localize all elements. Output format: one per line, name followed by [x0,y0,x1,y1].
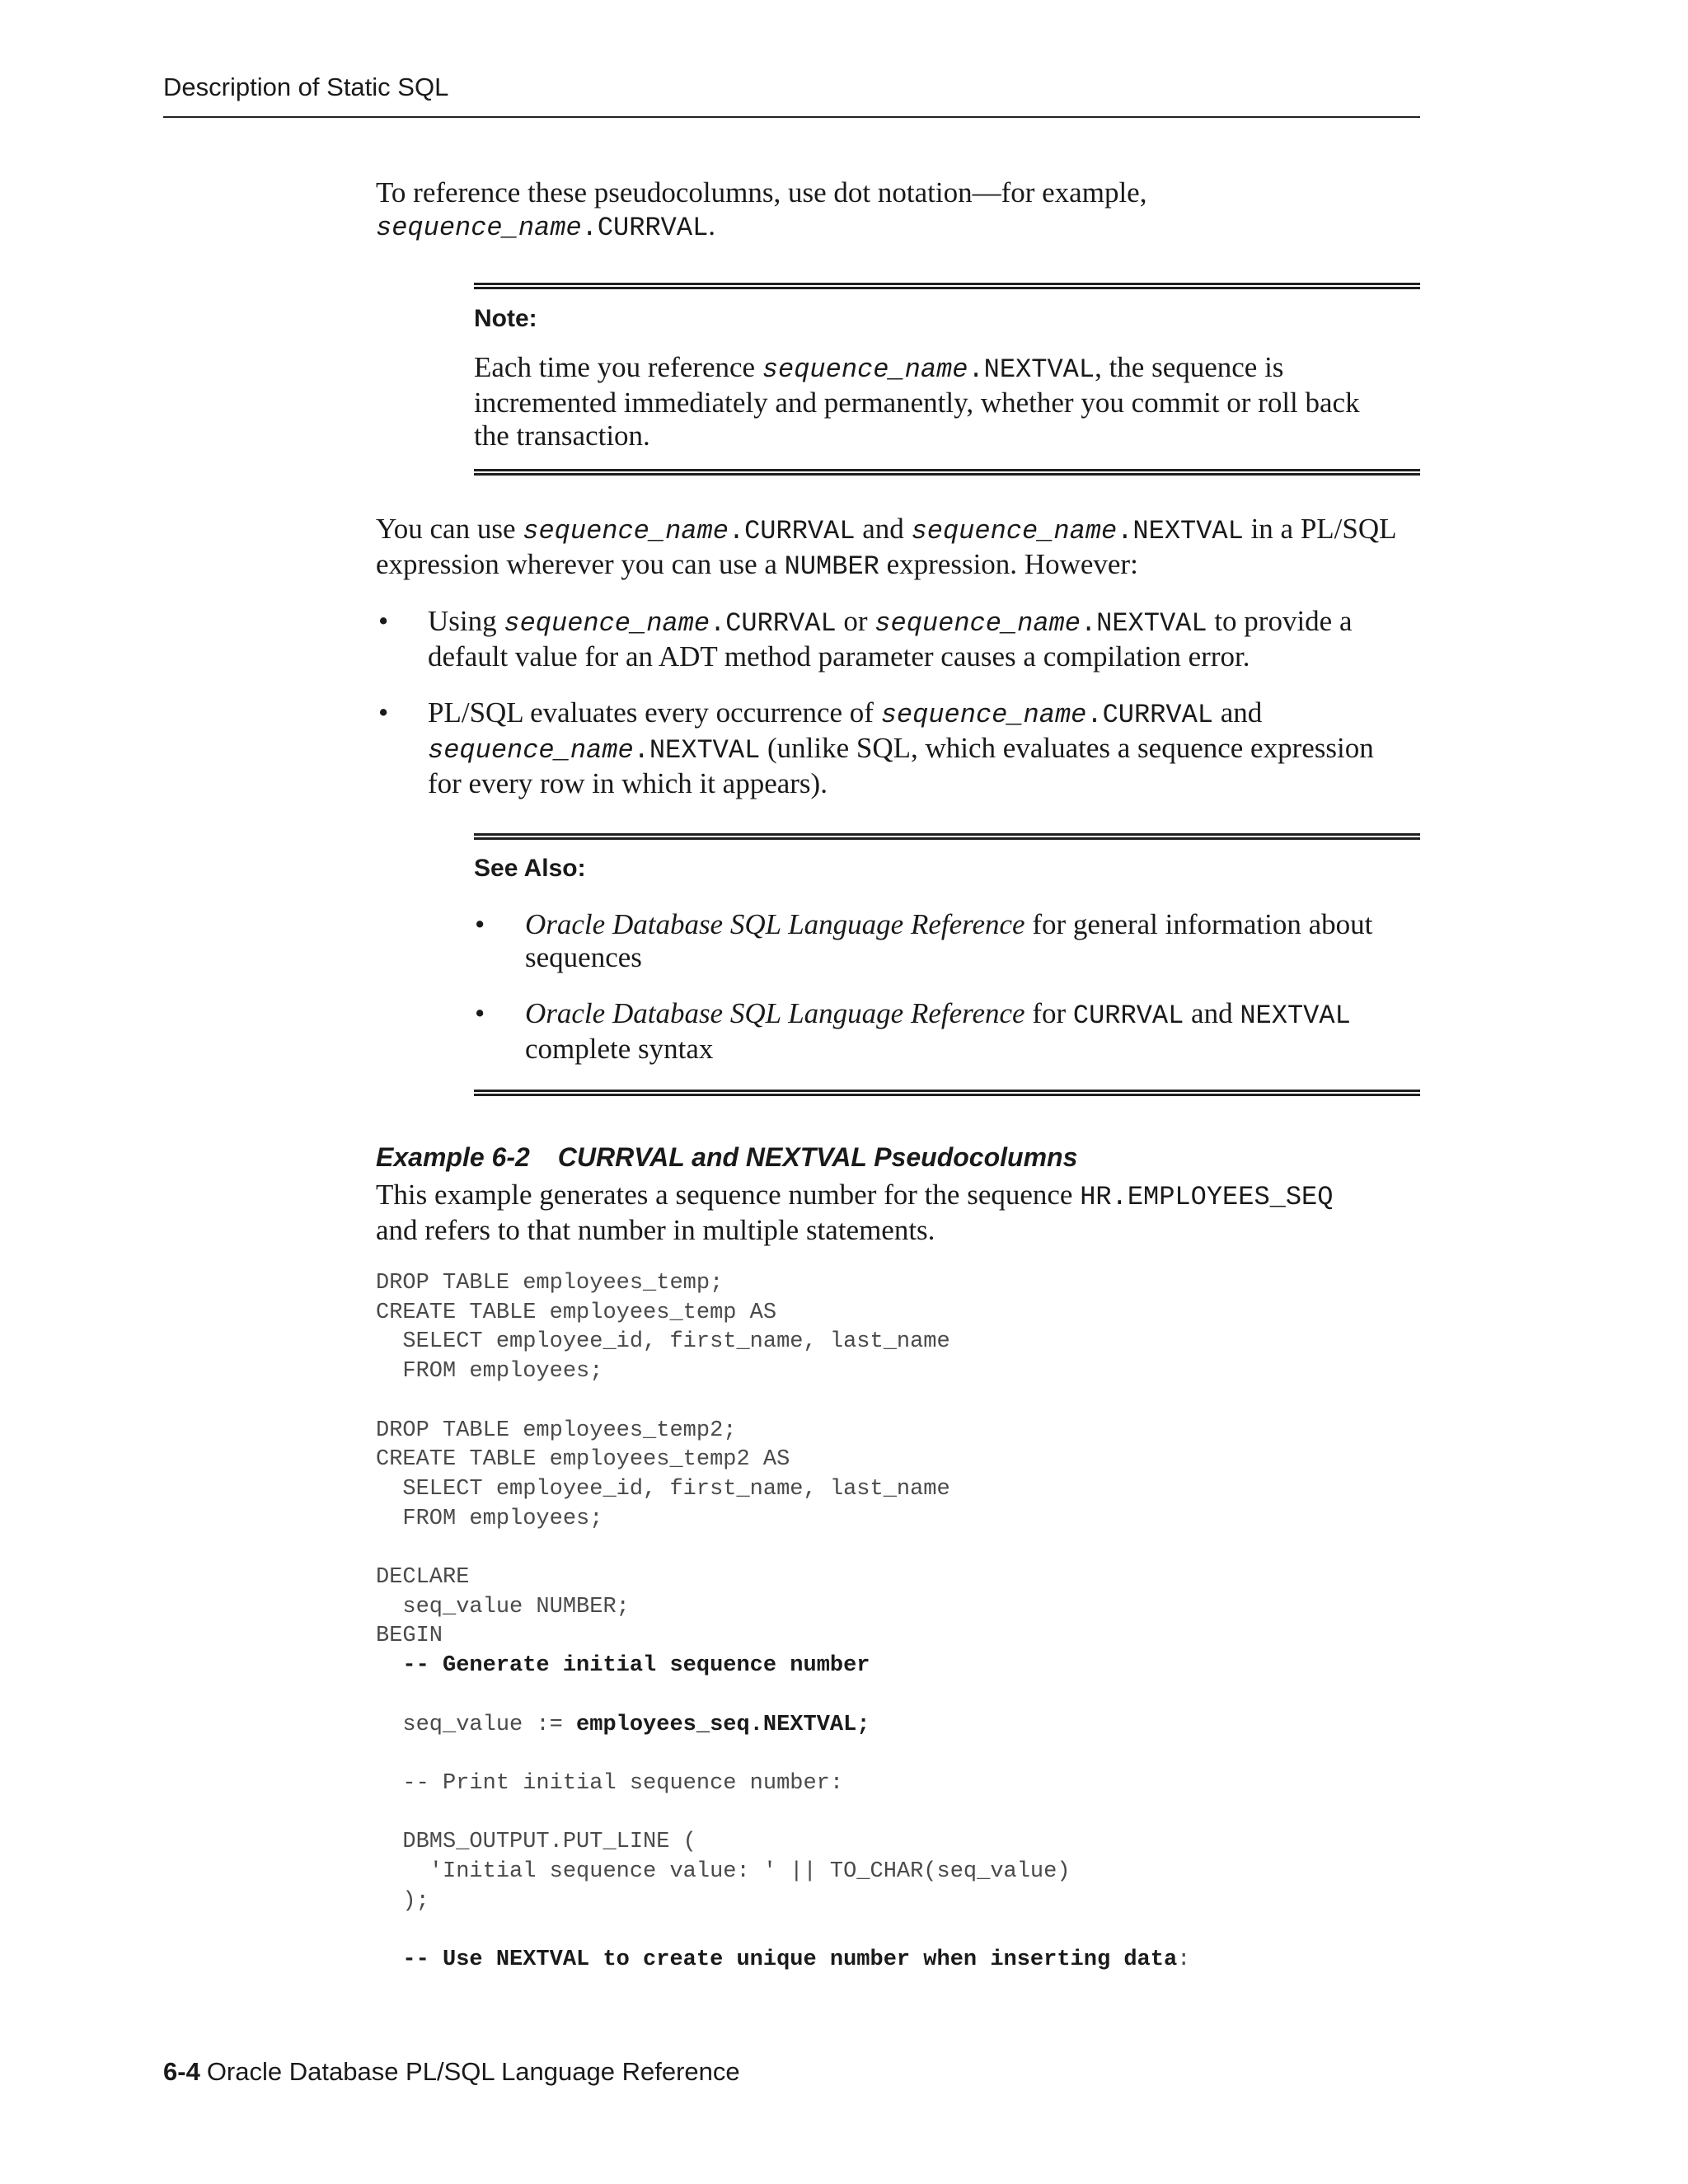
b2-seq-name-2: sequence_name [428,735,634,766]
note-text: Each time you reference [474,351,762,383]
bullet-2-marker: • [378,696,389,729]
see-also-and: and [1184,997,1240,1029]
code-line: DROP TABLE employees_temp; [376,1271,724,1296]
b2-seq-name-1: sequence_name [880,700,1087,730]
note-line-1 [474,351,1360,387]
code-comment-bold: -- Use NEXTVAL to create unique number when inserting data [402,1947,1178,1973]
bullet-1-marker: • [378,605,389,637]
b2-currval: .CURRVAL [1086,700,1213,730]
code-line: CREATE TABLE employees_temp AS [376,1300,777,1325]
b2-and: and [1212,696,1263,729]
note-label: Note: [474,305,537,332]
usage-in-a: in a PL/SQL [1243,513,1397,545]
bullet-1-line-1 [428,605,1353,640]
usage-text-2: expression wherever you can use a [376,548,785,580]
usage-text: You can use [376,513,523,545]
usage-nextval: .NEXTVAL [1117,516,1244,546]
example-desc-line-1 [376,1179,1333,1214]
example-description [376,1179,1333,1247]
see-also-item-1-line-1 [525,908,1372,941]
usage-line-1 [376,513,1397,548]
note-line-3: the transaction. [474,419,650,452]
note-bottom-rule [474,469,1420,476]
usage-line-2 [376,548,1397,583]
see-also-2-marker: • [475,997,485,1029]
bullet-2-line-3: for every row in which it appears). [428,767,828,799]
code-line: FROM employees; [376,1506,603,1531]
code-line: 'Initial sequence value: ' || TO_CHAR(seq_value) [376,1859,1071,1885]
example-heading: CURRVAL and NEXTVAL Pseudocolumns [557,1142,1078,1172]
note-line-2: incremented immediately and permanently, whether you commit or roll back [474,387,1360,419]
see-also-item-1-line-2: sequences [525,941,642,973]
code-line: seq_value NUMBER; [376,1594,630,1619]
code-line: DROP TABLE employees_temp2; [376,1418,737,1443]
see-also-text-1: for general information about [1025,908,1373,940]
code-line: FROM employees; [376,1359,603,1385]
b1-nextval: .NEXTVAL [1080,608,1207,639]
running-header: Description of Static SQL [163,73,449,101]
code-line: DECLARE [376,1565,470,1591]
bullet-2-line-1 [428,696,1374,732]
example-desc-line-2: and refers to that number in multiple statements. [376,1214,935,1246]
b2-line2-post: (unlike SQL, which evaluates a sequence expression [760,732,1374,764]
b1-seq-name-1: sequence_name [504,608,710,639]
intro-line-1: To reference these pseudocolumns, use dot notation—for example, [376,176,1147,209]
code-line: SELECT employee_id, first_name, last_name [376,1476,950,1502]
b1-using: Using [428,605,504,637]
code-line: CREATE TABLE employees_temp2 AS [376,1447,790,1473]
code-line: SELECT employee_id, first_name, last_name [376,1329,950,1355]
bullet-1-line-2: default value for an ADT method parameter causes a compilation error. [428,640,1250,673]
bullet-1-text [428,605,1353,673]
see-also-1-marker: • [475,908,485,940]
see-also-item-1 [525,908,1372,974]
page-number: 6-4 [163,2057,200,2086]
usage-and: and [855,513,912,545]
see-also-for: for [1025,997,1073,1029]
usage-currval: .CURRVAL [728,516,856,546]
code-listing [376,1269,1190,1975]
example-title [376,1142,1077,1173]
see-also-item-2-line-1 [525,997,1351,1033]
note-seq-name: sequence_name [762,354,968,385]
see-also-ref-2: Oracle Database SQL Language Reference [525,997,1025,1029]
intro-line-2 [376,209,1146,245]
usage-seq-name-1: sequence_name [523,516,729,546]
code-line: BEGIN [376,1624,443,1649]
b1-currval: .CURRVAL [710,608,837,639]
bullet-2-text [428,696,1374,800]
code-indent [376,1653,402,1678]
note-nextval: .NEXTVAL [968,354,1095,385]
usage-seq-name-2: sequence_name [911,516,1118,546]
code-nextval-bold: employees_seq.NEXTVAL [576,1712,857,1737]
code-indent [376,1947,402,1972]
b2-pre: PL/SQL evaluates every occurrence of [428,696,881,729]
page-footer [163,2057,740,2087]
intro-paragraph [376,176,1146,245]
example-number: Example 6-2 [376,1142,530,1172]
see-also-nextval: NEXTVAL [1240,1001,1351,1031]
header-rule [163,116,1420,118]
footer-title: Oracle Database PL/SQL Language Reference [206,2057,740,2086]
b2-nextval: .NEXTVAL [633,735,761,766]
code-line: -- Print initial sequence number: [376,1770,844,1796]
bullet-2-line-2 [428,732,1374,767]
see-also-label: See Also: [474,855,586,882]
code-semicolon: ; [856,1712,870,1737]
see-also-currval: CURRVAL [1072,1001,1184,1031]
code-line: seq_value := [376,1712,577,1737]
code-comment-bold: -- Generate initial sequence number [402,1653,870,1679]
b1-seq-name-2: sequence_name [874,608,1081,639]
see-also-top-rule [474,833,1420,840]
usage-paragraph [376,513,1397,583]
note-body [474,351,1360,452]
note-top-rule [474,283,1420,289]
code-line: ); [376,1888,429,1914]
intro-seq-name: sequence_name [376,213,582,243]
b1-or: or [836,605,875,637]
code-colon: : [1177,1947,1191,1973]
usage-number: NUMBER [784,551,879,582]
b1-post: to provide a [1207,605,1353,637]
see-also-ref-1: Oracle Database SQL Language Reference [525,908,1025,940]
see-also-item-2 [525,997,1351,1066]
see-also-bottom-rule [474,1090,1420,1096]
example-desc-text: This example generates a sequence number for the sequence [376,1179,1081,1211]
see-also-item-2-line-2: complete syntax [525,1033,714,1065]
note-text-post: , the sequence is [1095,351,1284,383]
usage-text-3: expression. However: [879,548,1138,580]
intro-period: . [708,209,716,241]
code-line: DBMS_OUTPUT.PUT_LINE ( [376,1830,696,1855]
intro-currval: .CURRVAL [581,213,709,243]
example-seq-name: HR.EMPLOYEES_SEQ [1080,1182,1334,1212]
